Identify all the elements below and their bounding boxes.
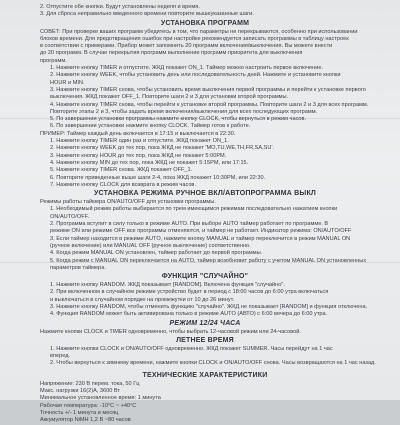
- spec-line: Макс. нагрузки 16(2)А, 3600 Вт: [40, 388, 121, 395]
- text-line: СОВЕТ: При проверке ваших программ убедитесь в том, что параметры не перекрываются, особенно при использовании: [40, 28, 358, 35]
- text-line: до 20 программ. В случае перекрытия программ выполнение программ приоритета для выключения: [40, 50, 303, 57]
- section-heading-manual: УСТАНОВКА РЕЖИМА РУЧНОЕ ВКЛ/АВТОПРОГРАММА ВЫКЛ: [93, 190, 317, 198]
- step-line: 7. Нажмите кнопку CLOCK для возврата в режим часов.: [50, 181, 196, 188]
- text-line: 3. Для сброса неправильно введенного времени повторите вышеуказанные шаги.: [40, 11, 254, 18]
- spec-line: Точность +/- 1 минута в месяц: [40, 409, 119, 416]
- step-line: 3. Нажмите кнопку HOUR до тех пор, пока ЖКД не покажет 5:00PM.: [50, 152, 227, 159]
- item-line: 1. Нажмите кнопки CLOCK и ON/AUTO/OFF одновременно. ЖКД покажет SUMMER. Часы перейдут на 1 час: [50, 345, 333, 352]
- text-line: в соответствии с примерами. Прибор может запомнить 20 программ включения/выключения. Вы можете внести: [40, 43, 333, 50]
- step-line: 6. По завершении установки нажмите кнопку CLOCK. Таймер готов к работе.: [50, 123, 251, 130]
- section-heading-12-24: РЕЖИМ 12/24 ЧАСА: [169, 319, 241, 327]
- section-heading-program: УСТАНОВКА ПРОГРАММ: [160, 19, 250, 27]
- text-line: Режимы работы таймера ON/AUTO/OFF для установки программы.: [40, 199, 216, 206]
- step-line: 5. Нажмите кнопку TIMER снова. ЖКД покажет OFF_1.: [50, 167, 193, 174]
- text-line: блоков времени. Для предотвращения ошибок при настройке рекомендуется записать программы в таблицу настроек: [40, 35, 349, 42]
- step-line: 6. Повторите приведенные выше шаги 2-4, пока ЖКД покажет 10:30PM, или 22:30.: [50, 174, 266, 181]
- item-line: 3. Нажмите кнопку RANDOM, чтобы отменить функцию "случайно". ЖКД не показывает [RANDOM] и функция отключена.: [50, 303, 368, 310]
- step-line: Повторите этапы 2 и 3, чтобы задать время включения/выключения для всех последующих программ.: [50, 108, 318, 115]
- item-line: ON/AUTO/OFF.: [50, 213, 90, 220]
- item-line: 5. Когда режим с MANUAL ON переключается на AUTO, таймер возобновит работу с учетом MANUAL ON установленных: [50, 257, 367, 264]
- text-line: программ.: [40, 57, 67, 64]
- spec-line: Аккумулятор NiMH 1,2 В ~80 часов: [40, 417, 131, 424]
- spec-line: Минимальное установленное время: 1 минута: [40, 395, 161, 402]
- step-line: 2. Нажмите кнопку WEEK, чтобы установить день или последовательность дней. Нажмите и установите кнопки: [50, 72, 341, 79]
- item-line: 2. Чтобы вернуться к зимнему времени, нажмите кнопки CLOCK и ON/AUTO/OFF снова. Часы возвращаются на 1 час назад.: [50, 360, 376, 367]
- step-line: 2. Нажмите кнопку WEEK до тех пор, пока ЖКД не покажет 'MO,TU,WE,TH,FR,SA,SU'.: [50, 145, 275, 152]
- spec-line: Рабочая температура: -10°C ~ +40°C: [40, 402, 137, 409]
- item-line: параметров таймера.: [50, 264, 106, 271]
- section-heading-summer: ЛЕТНЕЕ ВРЕМЯ: [176, 336, 234, 344]
- document-content: [40, 4, 376, 425]
- text-line: 2. Отпустите обе кнопки. Будут установлены неделя и время.: [40, 4, 200, 10]
- example-line: ПРИМЕР: Таймер каждый день включается в 17:15 и выключается в 22:30.: [40, 130, 236, 137]
- item-line: вперед.: [50, 353, 71, 360]
- item-line: 4. Функция RANDOM может быть активирована только в режиме AUTO (АВТО) с 6:00 вечера до 6:00 утра.: [50, 311, 328, 318]
- item-line: режиме ON или режиме OFF все программы отменяются, и таймер не работает. Индикатор режима: ON/AUTO/OFF: [50, 228, 352, 235]
- item-line: (ручное включение) или MANUAL OFF (ручное выключение) соответственно.: [50, 242, 251, 249]
- step-line: 1. Нажмите кнопку TIMER один раз и отпустите. ЖКД покажет ON_1.: [50, 138, 229, 145]
- step-line: 3. Нажмите кнопку TIMER снова, чтобы установить время выключения первой программы и перейти к установке первого: [50, 86, 366, 93]
- spec-line: Напряжение: 230 В перем. тока, 50 Гц: [40, 380, 140, 387]
- item-line: 3. Если таймер находится в режиме AUTO, нажмите кнопку MANUAL и таймер переключится в режим MANUAL ON: [50, 235, 351, 242]
- step-line: 4. Нажмите кнопку MIN до тех пор, пока ЖКД не покажет 5:15PM, или 17:15.: [50, 159, 249, 166]
- item-line: 4. Когда режим MANUAL ON установлен, таймер работает до первой программы.: [50, 250, 263, 257]
- item-line: 1. Нажмите кнопку RANDOM. ЖКД показывает [RANDOM]. Включена функция "случайно".: [50, 282, 285, 289]
- item-line: 1. Необходимый режим работы выбирается по трем имеющимся режимам последовательно нажатием кнопки: [50, 206, 338, 213]
- step-line: 4. Нажмите кнопку TIMER снова, чтобы перейти к установке второй программы. Повторите шаги 2 и 3 для всех программ.: [50, 101, 369, 108]
- section-heading-random: ФУНКЦИЯ "СЛУЧАЙНО": [161, 273, 249, 281]
- item-line: 2. Программа вступит в силу только в режиме AUTO. При выборе AUTO таймер работает по программе. В: [50, 221, 329, 228]
- step-line: 1. Нажмите кнопку TIMER и отпустите. ЖКД покажет ON_1. Таймер можно настроить первое включение.: [50, 65, 324, 72]
- step-line: HOUR и MIN.: [50, 79, 85, 86]
- item-line: 2. При включенном в случайном режиме устройство будет в период с 18:00 часов до 6:00 утра включаться: [50, 289, 329, 296]
- step-line: выключения. ЖКД покажет OFF_1. Повторите шаги 2 и 3 для установки второй программы.: [50, 94, 289, 101]
- item-line: и выключаться в случайном порядке на промежутки от 10 до 26 минут.: [50, 296, 235, 303]
- item-line: Нажмите кнопки CLOCK и TIMER одновременно, чтобы выбрать 12-часовой режим или 24-часовой.: [40, 328, 301, 335]
- step-line: 5. По завершении установки программы нажмите кнопку CLOCK, чтобы вернуться в режим часов.: [50, 116, 307, 123]
- section-heading-specs: ТЕХНИЧЕСКИЕ ХАРАКТЕРИСТИКИ: [142, 371, 268, 379]
